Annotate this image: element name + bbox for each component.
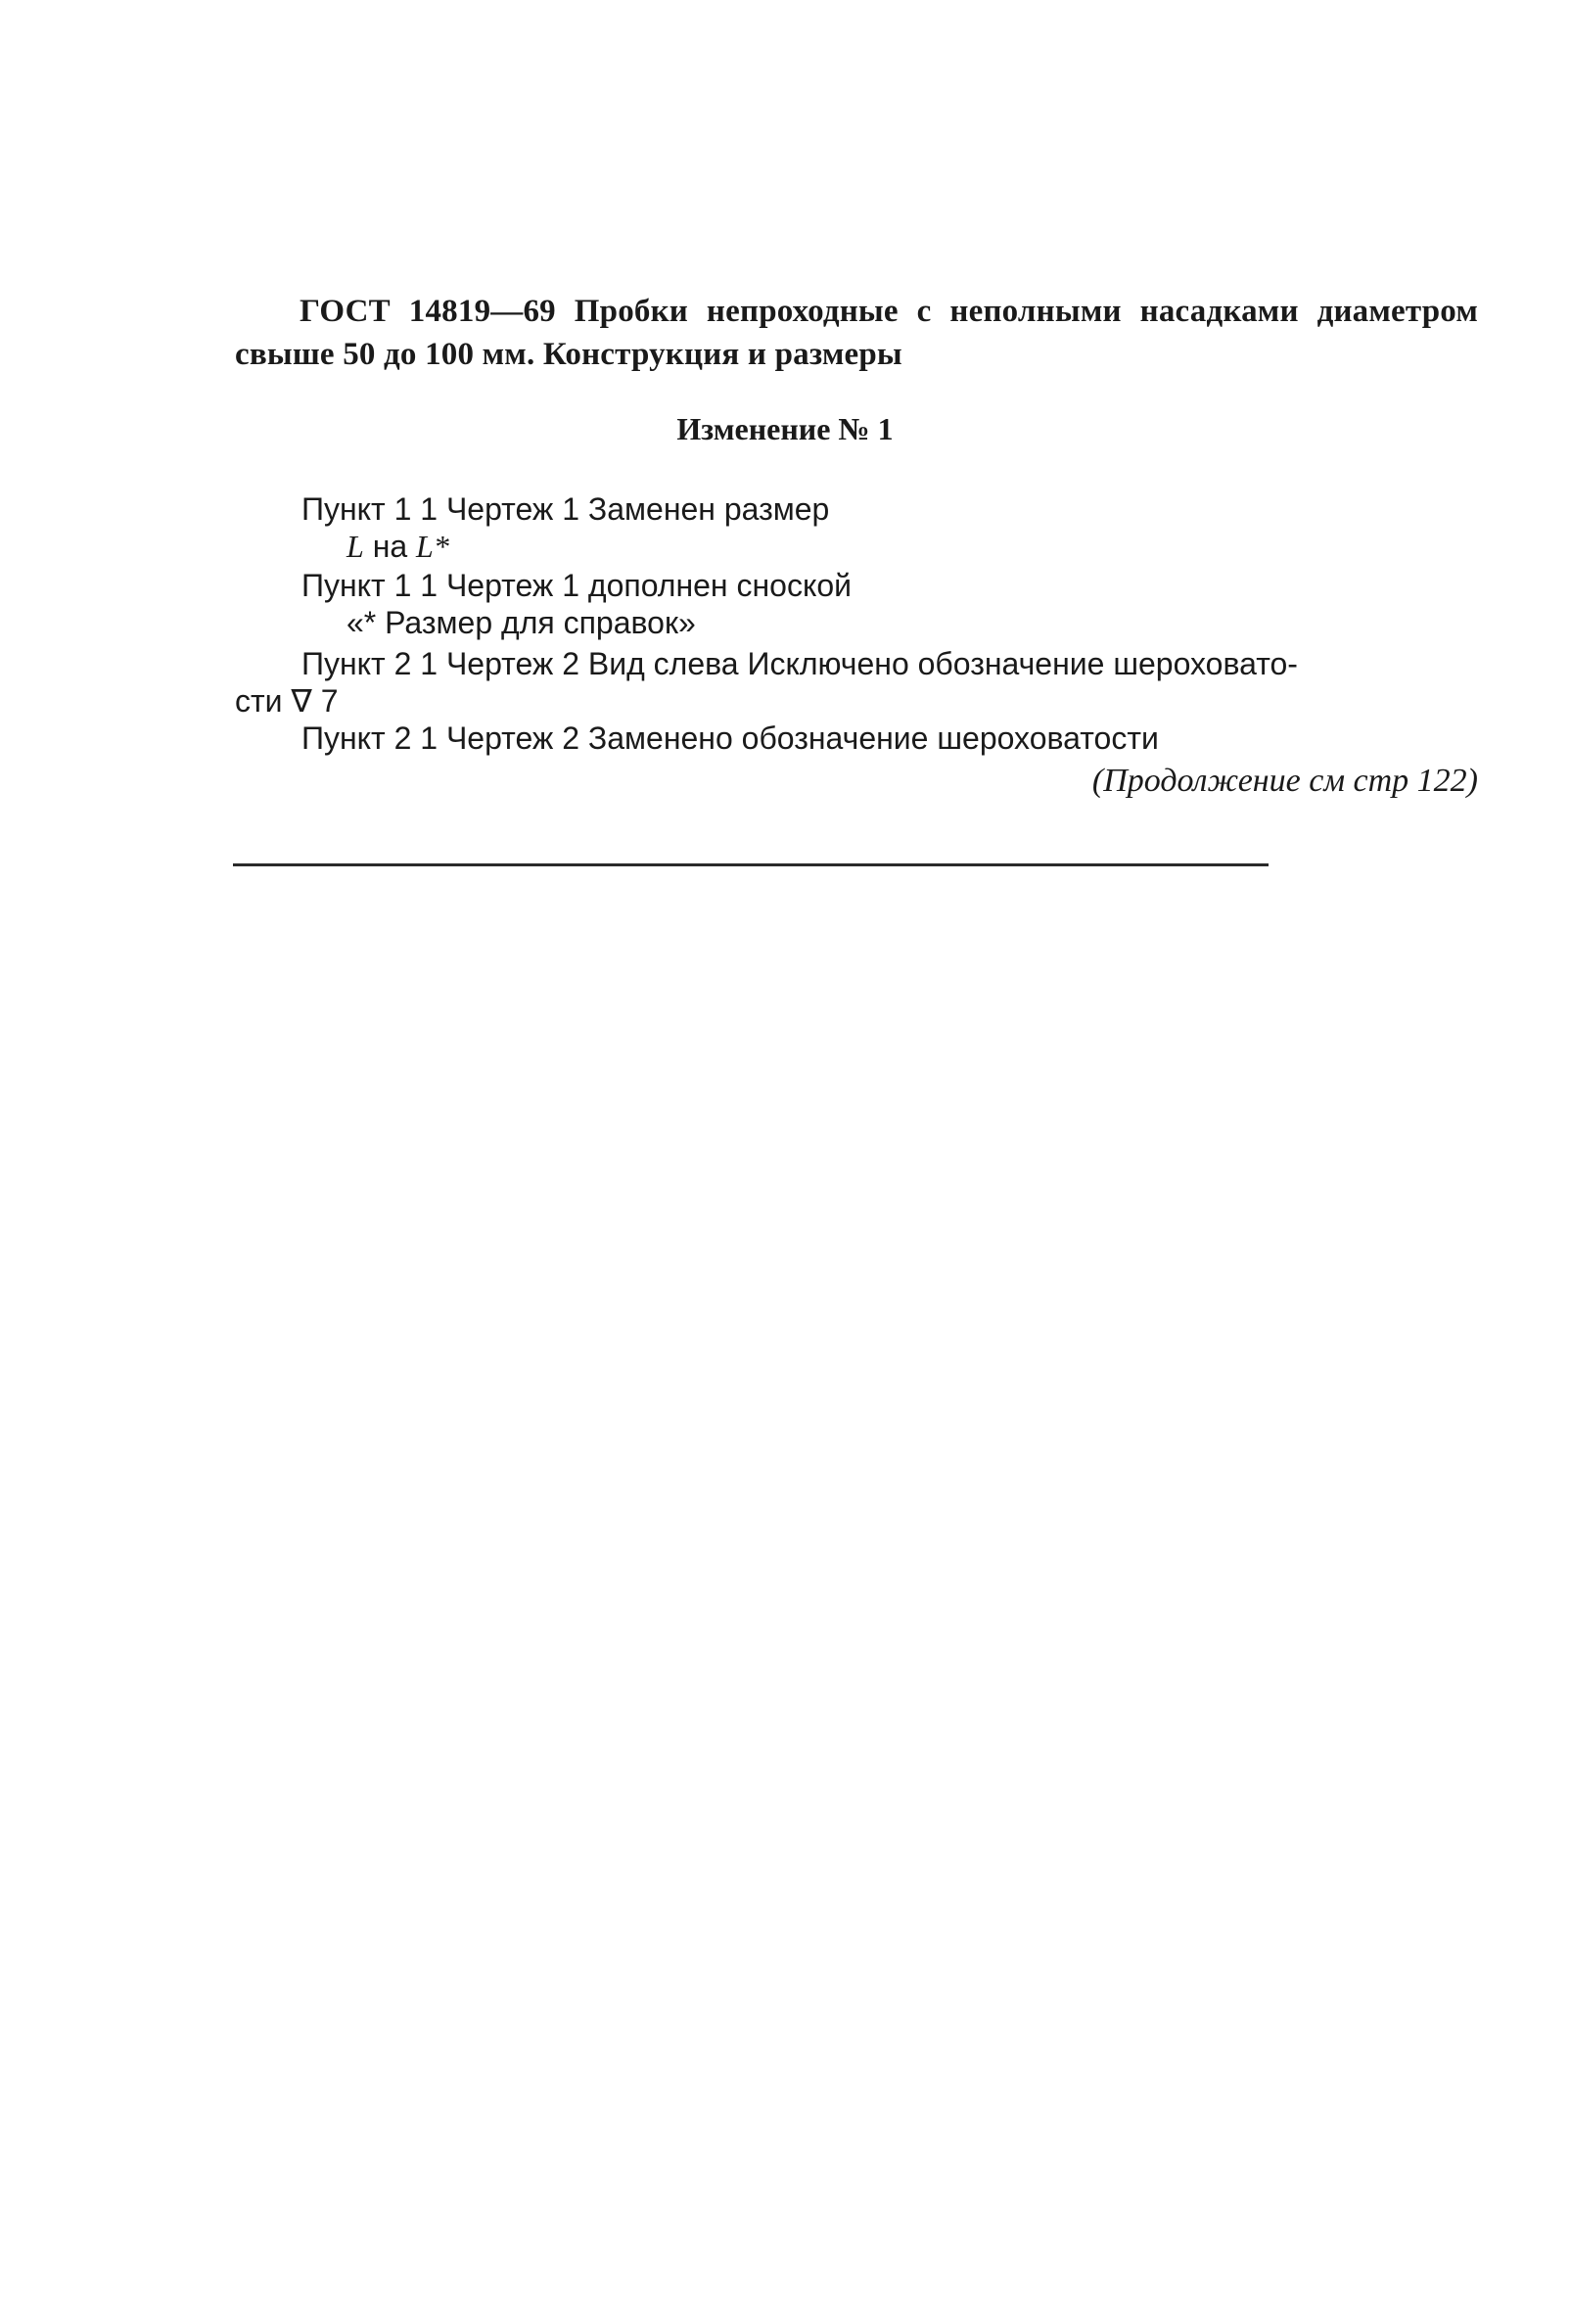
dimension-l-star: L*	[416, 529, 449, 564]
dimension-l: L	[346, 529, 364, 564]
title-part-1: ГОСТ 14819—69 Пробки непроходные с	[300, 294, 932, 329]
amendment-heading: Изменение № 1	[676, 411, 894, 446]
document-title	[235, 290, 1478, 376]
dimension-connector: на	[363, 529, 417, 564]
item-1-line-2	[346, 527, 449, 566]
title-part-2: неполными насадками диаметром свыше 50 до 100 мм. Конструкция и размеры	[235, 294, 1479, 372]
item-2-line-1: Пункт 1 1 Чертеж 1 дополнен сноской	[301, 568, 852, 603]
item-3-line-1: Пункт 2 1 Чертеж 2 Вид слева Исключено обозначение шероховато-	[301, 646, 1298, 681]
item-4-line-1: Пункт 2 1 Чертеж 2 Заменено обозначение шероховатости	[301, 720, 1159, 756]
item-3-line-2: сти ∇ 7	[235, 683, 339, 719]
item-2-line-2: «* Размер для справок»	[346, 605, 696, 640]
item-1-line-1: Пункт 1 1 Чертеж 1 Заменен размер	[301, 491, 830, 527]
footer-rule	[233, 863, 1269, 866]
continuation-note: (Продолжение см стр 122)	[1091, 763, 1478, 799]
